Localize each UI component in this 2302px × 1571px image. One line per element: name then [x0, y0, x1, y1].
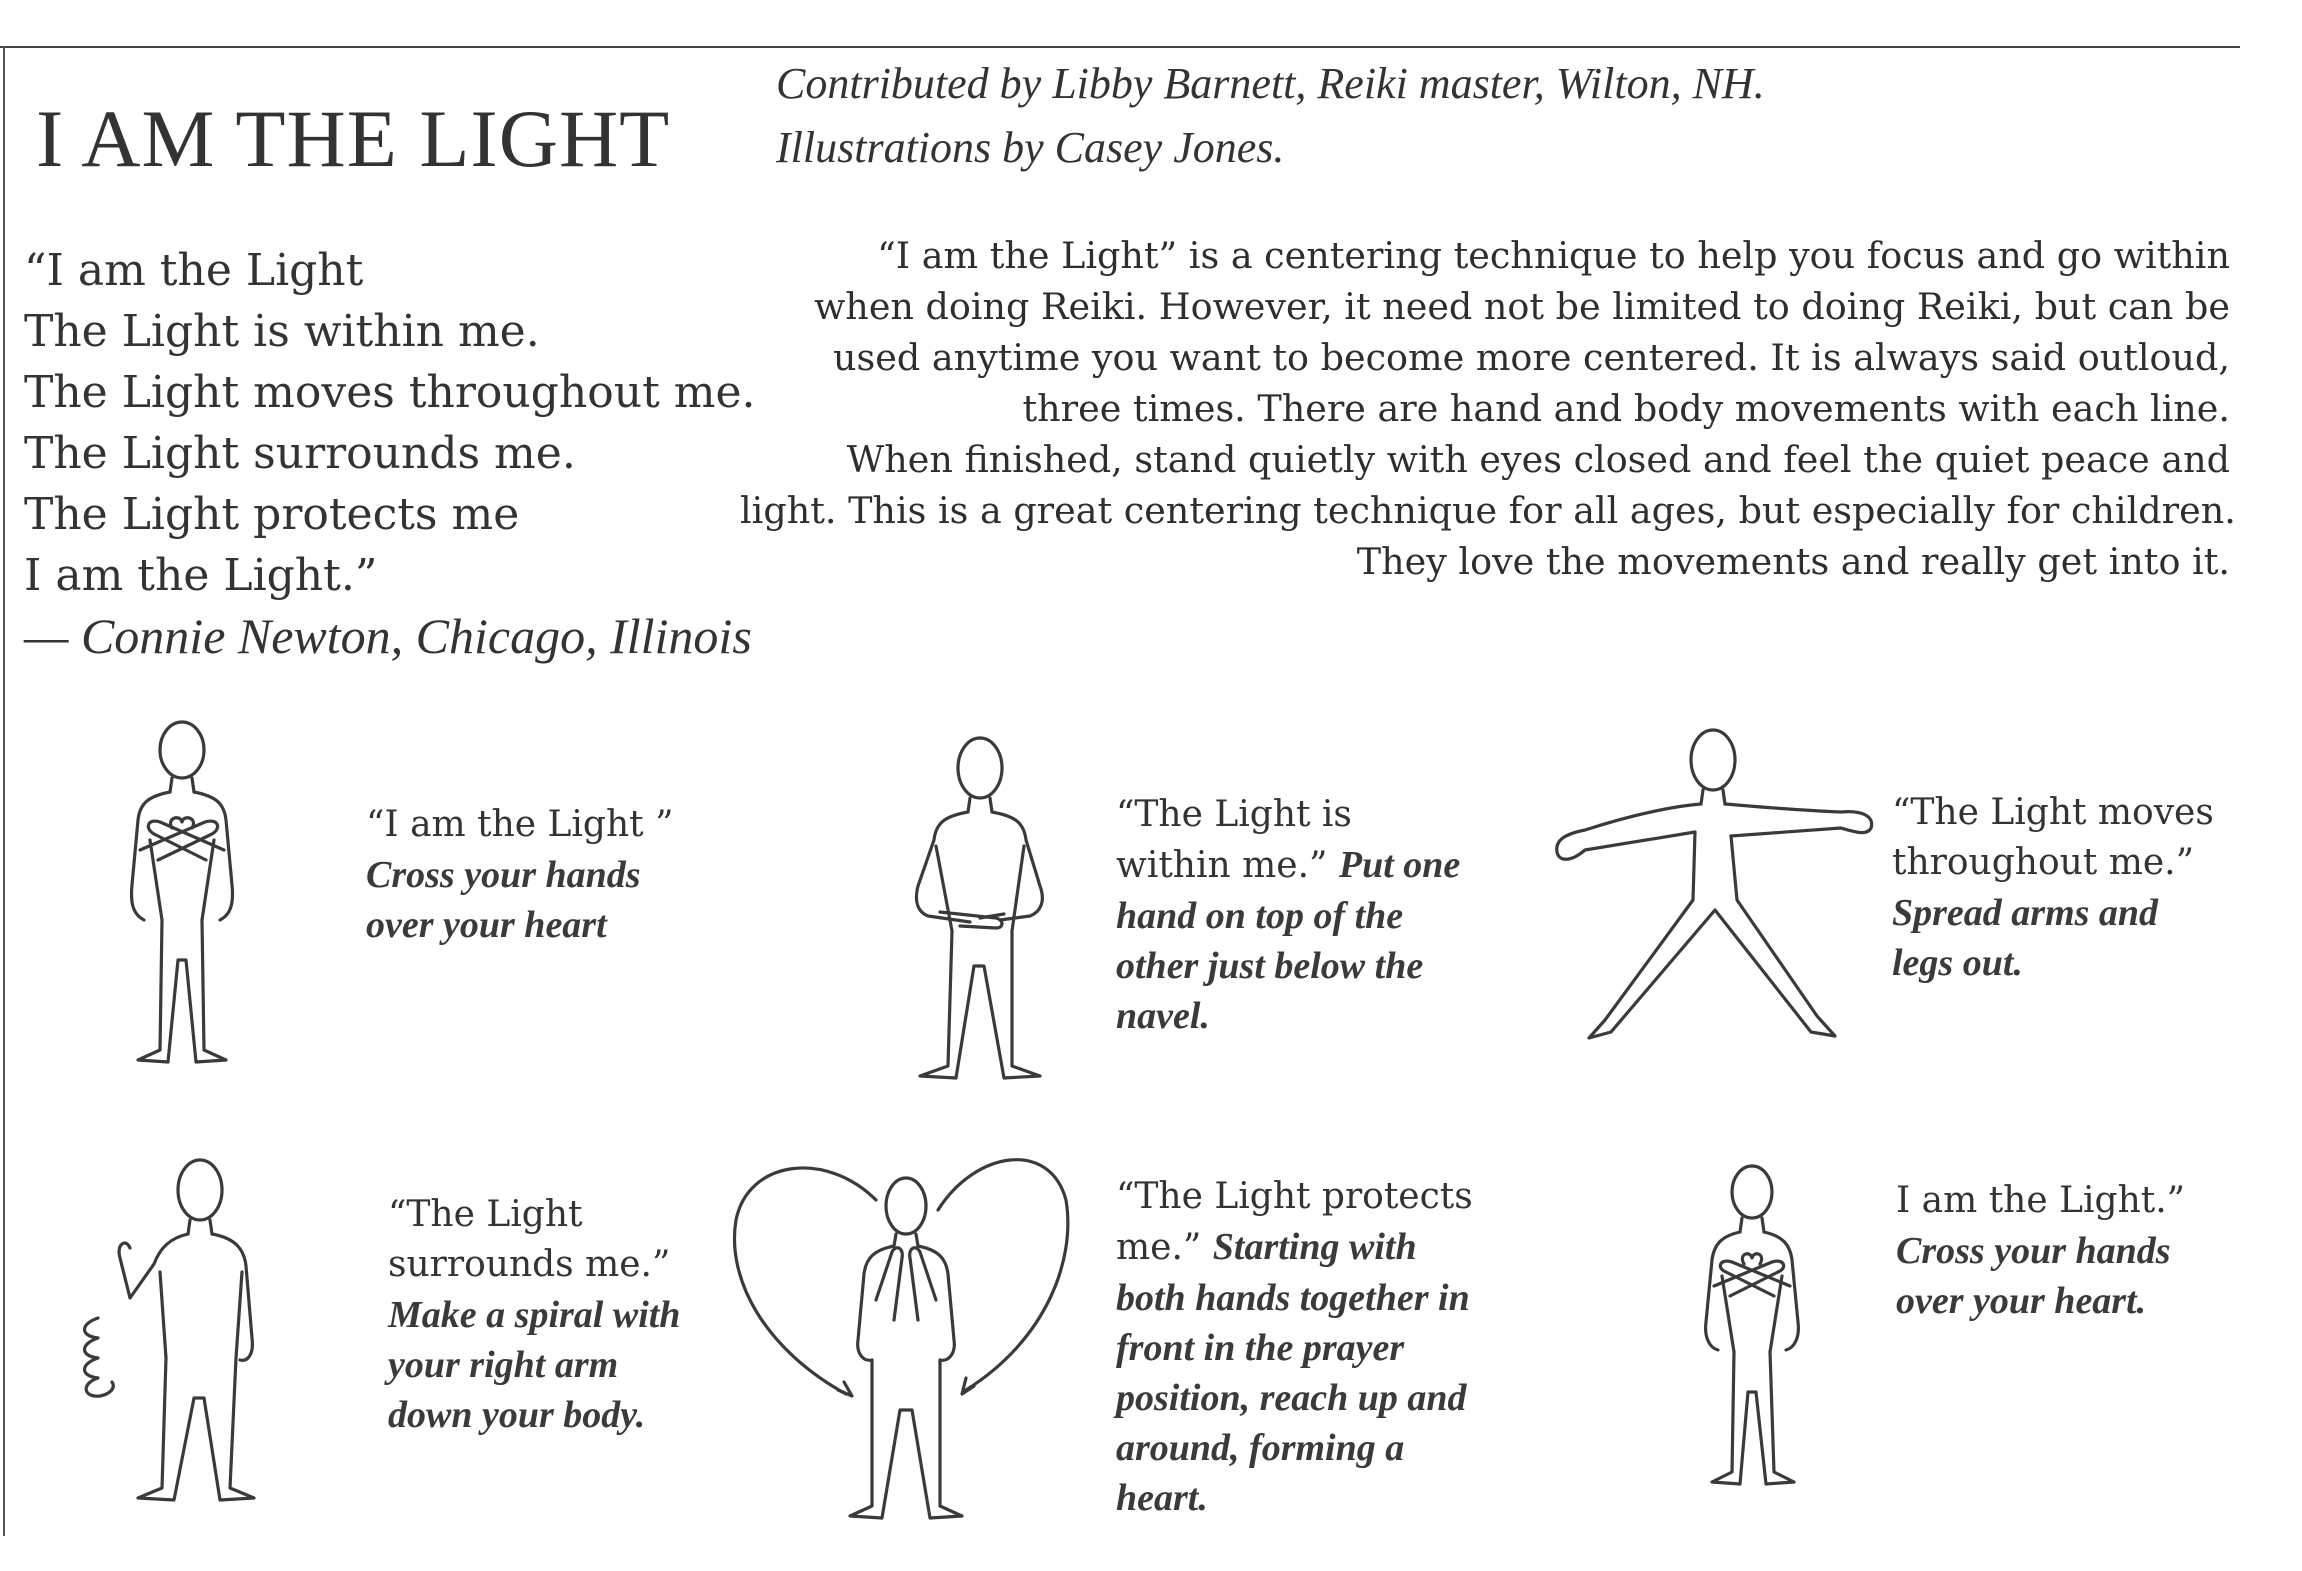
step-6-caption	[1896, 1176, 2185, 1326]
step-desc-line: over your heart.	[1896, 1280, 2147, 1322]
step-quote-line: throughout me.”	[1892, 842, 2195, 883]
frame-top-border	[0, 46, 2240, 48]
step-desc-line: Put one	[1338, 844, 1461, 886]
step-quote-line: “The Light protects	[1116, 1176, 1473, 1217]
spiral-arm-figure-icon	[70, 1148, 270, 1508]
step-desc-line: other just below the	[1116, 945, 1424, 987]
step-quote-line: “The Light moves	[1892, 792, 2214, 833]
frame-left-border	[3, 46, 5, 1536]
credits	[776, 52, 1765, 180]
step-quote-line: “The Light	[388, 1194, 583, 1235]
crossed-hands-small-figure-icon	[1690, 1152, 1830, 1502]
credit-line: Illustrations by Casey Jones.	[776, 123, 1285, 172]
intro-line: when doing Reiki. However, it need not be limited to doing Reiki, but can be	[814, 285, 2230, 328]
step-1-caption	[366, 800, 673, 950]
poem-line: The Light surrounds me.	[24, 428, 576, 479]
step-desc-line: heart.	[1116, 1477, 1208, 1519]
step-quote-line: me.”	[1116, 1227, 1202, 1268]
intro-line: used anytime you want to become more centered. It is always said outloud,	[833, 336, 2230, 379]
intro-paragraph	[740, 230, 2236, 587]
poem-line: The Light is within me.	[24, 306, 540, 357]
step-desc-line: over your heart	[366, 904, 607, 946]
step-mixed-line	[1116, 840, 1460, 891]
step-quote-line: “I am the Light ”	[366, 804, 674, 845]
step-desc-line: position, reach up and	[1116, 1377, 1467, 1419]
step-3-caption	[1892, 788, 2214, 988]
step-desc-line: Cross your hands	[1896, 1230, 2171, 1272]
step-desc-line: your right arm	[388, 1344, 619, 1386]
step-2-caption	[1116, 790, 1460, 1041]
step-desc-line: down your body.	[388, 1394, 646, 1436]
step-quote-line: surrounds me.”	[388, 1244, 671, 1285]
step-desc-line: Starting with	[1212, 1226, 1417, 1268]
step-desc-line: Spread arms and	[1892, 892, 2159, 934]
credit-line: Contributed by Libby Barnett, Reiki master, Wilton, NH.	[776, 59, 1765, 108]
step-desc-line: hand on top of the	[1116, 895, 1404, 937]
step-mixed-line	[1116, 1222, 1473, 1273]
step-desc-line: Cross your hands	[366, 854, 641, 896]
intro-line: They love the movements and really get into it.	[1356, 540, 2230, 583]
intro-line: “I am the Light” is a centering technique to help you focus and go within	[877, 234, 2230, 277]
step-quote-line: within me.”	[1116, 845, 1328, 886]
poem	[24, 240, 755, 667]
poem-line: “I am the Light	[24, 245, 364, 296]
poem-line: The Light moves throughout me.	[24, 367, 756, 418]
spread-arms-figure-icon	[1545, 720, 1885, 1060]
intro-line: light. This is a great centering technique for all ages, but especially for children.	[740, 489, 2236, 532]
step-4-caption	[388, 1190, 680, 1440]
poem-line: I am the Light.”	[24, 550, 378, 601]
poem-attribution: — Connie Newton, Chicago, Illinois	[24, 608, 752, 664]
crossed-hands-figure-icon	[110, 710, 270, 1070]
intro-line: When finished, stand quietly with eyes closed and feel the quiet peace and	[846, 438, 2230, 481]
page-title: I AM THE LIGHT	[36, 93, 671, 184]
poem-line: The Light protects me	[24, 489, 520, 540]
intro-line: three times. There are hand and body movements with each line.	[1022, 387, 2230, 430]
hands-below-navel-figure-icon	[900, 726, 1070, 1086]
step-quote-line: “The Light is	[1116, 794, 1352, 835]
heart-arms-figure-icon	[726, 1140, 1106, 1540]
step-desc-line: navel.	[1116, 995, 1210, 1037]
step-desc-line: both hands together in	[1116, 1277, 1470, 1319]
step-quote-line: I am the Light.”	[1896, 1180, 2186, 1221]
step-desc-line: around, forming a	[1116, 1427, 1405, 1469]
step-5-caption	[1116, 1172, 1473, 1523]
step-desc-line: Make a spiral with	[388, 1294, 681, 1336]
step-desc-line: legs out.	[1892, 942, 2023, 984]
step-desc-line: front in the prayer	[1116, 1327, 1405, 1369]
